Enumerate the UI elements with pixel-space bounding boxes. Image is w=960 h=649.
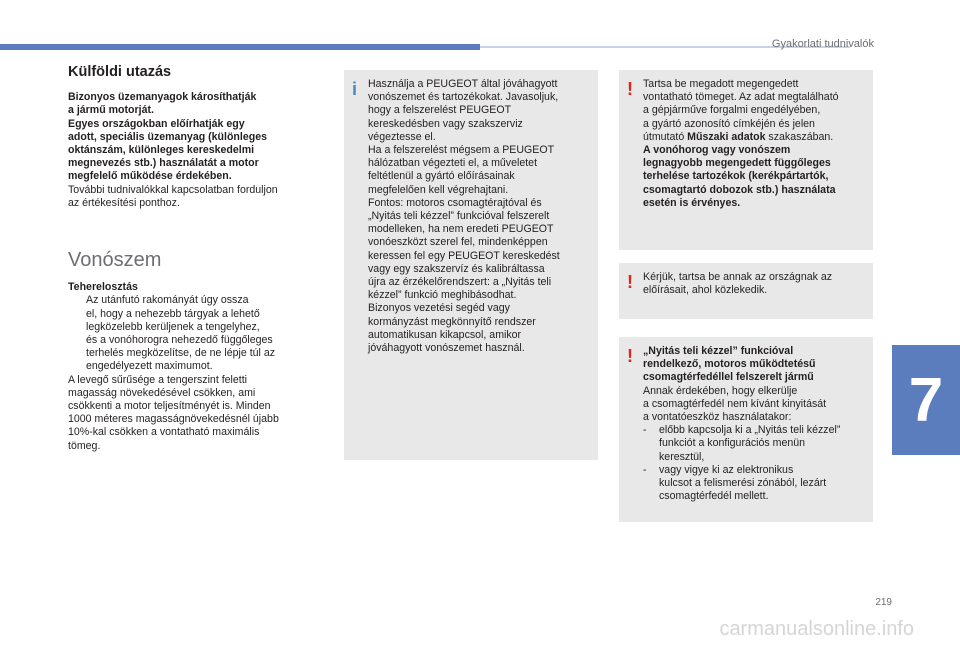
text-line: el, hogy a nehezebb tárgyak a lehető — [86, 307, 260, 320]
header-accent-bar — [0, 44, 480, 50]
towing-heading: Vonószem — [68, 249, 162, 272]
text-line: terhelése tartozékok (kerékpártartók, — [643, 170, 829, 183]
text-line: kulcsot a felismerési zónából, lezárt — [659, 477, 827, 490]
text-line: További tudnivalókkal kapcsolatban forduljon — [68, 183, 278, 196]
text-line: Az utánfutó rakományát úgy ossza — [86, 294, 249, 307]
text-line: automatikusan kikapcsol, amikor — [368, 328, 522, 341]
watermark: carmanualsonline.info — [719, 618, 914, 640]
text-line: megfelelően kell végrehajtani. — [368, 183, 509, 196]
warning-box-content — [643, 271, 867, 297]
dash-marker: - — [643, 463, 647, 476]
dash-list-item — [643, 424, 867, 464]
text-line: terhelés megközelítse, de ne lépje túl az — [86, 347, 276, 360]
bullet-item — [68, 294, 318, 373]
text-line: adott, speciális üzemanyag (különleges — [68, 130, 267, 143]
text-line-mixed — [643, 131, 867, 144]
text-line: „Nyitás teli kézzel” funkcióval felszerelt — [368, 210, 550, 223]
text-line: és a vonóhorogra nehezedő függőleges — [86, 334, 273, 347]
text-line: legközelebb kerüljenek a tengelyhez, — [86, 320, 260, 333]
text-line: a vontatóeszköz használatakor: — [643, 411, 792, 424]
air-density-paragraph — [68, 374, 318, 453]
section-reference: Műszaki adatok — [687, 130, 766, 143]
text-line: vonószemet és tartozékokat. Javasoljuk, — [368, 91, 559, 104]
warning-box-content — [643, 345, 867, 503]
text-line: végeztesse el. — [368, 130, 436, 143]
page-title: Külföldi utazás — [68, 64, 172, 80]
text-line: hálózatban végezteti el, a műveletet — [368, 157, 538, 170]
text-line: keresztül, — [659, 450, 705, 463]
text-line: Egyes országokban előírhatják egy — [68, 117, 245, 130]
text-line: feltétlenül a gyártó előírásainak — [368, 170, 515, 183]
text-line: a jármű motorját. — [68, 104, 154, 117]
bold-block — [643, 144, 867, 210]
text-line: Bizonyos üzemanyagok károsíthatják — [68, 91, 257, 104]
text-line: a gépjárműve forgalmi engedélyében, — [643, 104, 821, 117]
text-line: a gyártó azonosító címkéjén és jelen — [643, 117, 815, 130]
text-line: magasság növekedésével csökken, ami — [68, 386, 256, 399]
info-box-content — [368, 78, 592, 355]
text-line: előírásait, ahol közlekedik. — [643, 284, 768, 297]
text-span: útmutató — [643, 130, 688, 143]
text-line: „Nyitás teli kézzel” funkcióval — [643, 345, 794, 357]
text-line: jóváhagyott vonószemet használ. — [368, 342, 525, 355]
text-line: tömeg. — [68, 439, 101, 452]
text-line: csomagtérfedél mellett. — [659, 490, 769, 503]
text-line: vagy vigye ki az elektronikus — [659, 463, 794, 476]
text-line: csökkenti a motor teljesítményét is. Minden — [68, 400, 271, 413]
text-line: A levegő sűrűsége a tengerszint feletti — [68, 373, 248, 386]
text-span: szakaszában. — [765, 130, 834, 143]
dash-list-item — [643, 464, 867, 504]
load-distribution-heading: Teherelosztás — [68, 281, 138, 294]
text-line: rendelkező, motoros működtetésű — [643, 358, 816, 371]
warning-box-local-rules — [619, 263, 873, 319]
dash-marker: - — [643, 424, 647, 437]
text-line: Tartsa be megadott megengedett — [643, 78, 799, 90]
text-line: az értékesítési ponthoz. — [68, 196, 180, 209]
text-line: csomagtérfedéllel felszerelt jármű — [643, 371, 814, 384]
text-line: megnevezés stb.) használatát a motor — [68, 157, 259, 170]
text-line: 10%-kal csökken a vontatható maximális — [68, 426, 260, 439]
text-line: előbb kapcsolja ki a „Nyitás teli kézzel” — [659, 424, 841, 437]
text-line: modelleken, ha nem eredeti PEUGEOT — [368, 223, 554, 236]
warning-icon: ! — [627, 272, 633, 292]
text-line: funkciót a konfigurációs menün — [659, 437, 806, 450]
page-number: 219 — [875, 597, 892, 608]
warning-icon: ! — [627, 346, 633, 366]
text-line: kézzel” funkció meghibásodhat. — [368, 289, 517, 302]
text-line: esetén is érvényes. — [643, 196, 741, 209]
warning-box-hands-free — [619, 337, 873, 522]
chapter-tab: 7 — [892, 345, 960, 455]
text-line: Ha a felszerelést mégsem a PEUGEOT — [368, 144, 555, 157]
text-line: kereskedésben vagy szakszerviz — [368, 117, 523, 130]
text-line: Kérjük, tartsa be annak az országnak az — [643, 271, 833, 283]
text-line: A vonóhorog vagy vonószem — [643, 144, 791, 157]
left-column — [68, 66, 318, 453]
text-line: 1000 méteres magasságnövekedésnél újabb — [68, 413, 279, 426]
bold-block — [643, 345, 867, 385]
text-line: Használja a PEUGEOT által jóváhagyott — [368, 78, 558, 90]
text-line: vonóeszközt szerel fel, mindenképpen — [368, 236, 548, 249]
text-line: újra az érzékelőrendszert: a „Nyitás teli — [368, 276, 552, 289]
warning-icon: ! — [627, 79, 633, 99]
section-title: Gyakorlati tudnivalók — [771, 38, 874, 50]
text-line: vagy egy szakszervíz és kalibráltassa — [368, 262, 545, 275]
info-paragraph — [68, 184, 318, 210]
text-line: Annak érdekében, hogy elkerülje — [643, 384, 798, 397]
info-icon: i — [352, 79, 358, 99]
info-box — [344, 70, 598, 460]
warning-box-towing-weight — [619, 70, 873, 250]
text-line: csomagtartó dobozok stb.) használata — [643, 183, 836, 196]
text-line: a csomagtérfedél nem kívánt kinyitását — [643, 397, 827, 410]
text-line: kormányzást megkönnyítő rendszer — [368, 315, 536, 328]
text-line: legnagyobb megengedett függőleges — [643, 157, 831, 170]
text-line: keressen fel egy PEUGEOT kereskedést — [368, 249, 560, 262]
fuel-warning-paragraph — [68, 91, 318, 183]
text-line: Fontos: motoros csomagtérajtóval és — [368, 196, 542, 209]
text-line: vontatható tömeget. Az adat megtalálható — [643, 91, 839, 104]
text-line: megfelelő működése érdekében. — [68, 170, 232, 183]
warning-box-content — [643, 78, 867, 210]
text-line: Bizonyos vezetési segéd vagy — [368, 302, 510, 315]
text-line: hogy a felszerelést PEUGEOT — [368, 104, 512, 117]
text-line: oktánszám, különleges kereskedelmi — [68, 144, 255, 157]
text-line: engedélyezett maximumot. — [86, 360, 213, 373]
